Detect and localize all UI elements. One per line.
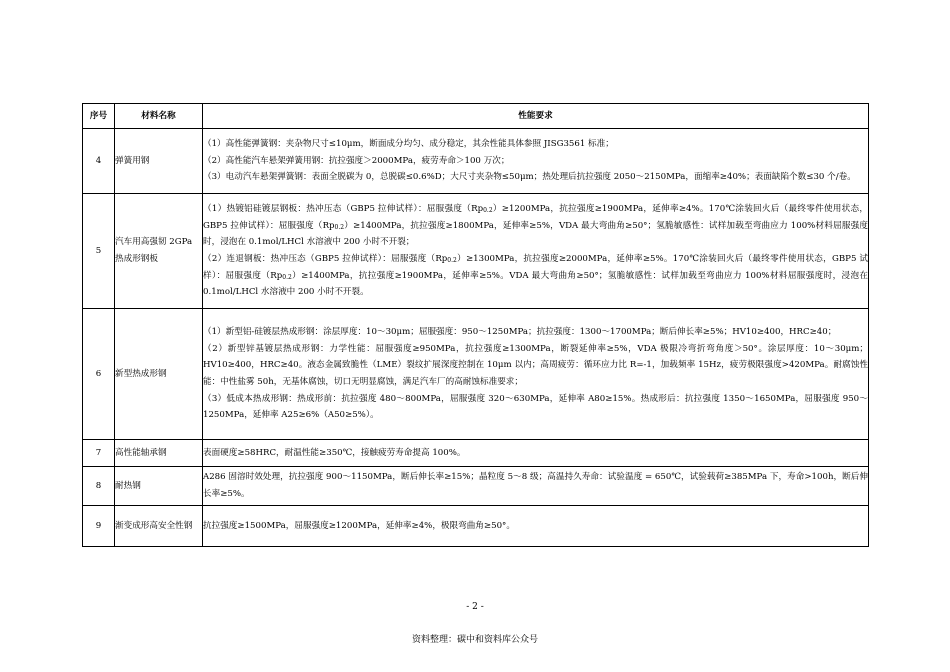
requirement-line: A286 固溶时效处理，抗拉强度 900～1150MPa，断后伸长率≥15%；晶粒度 5～8 级；高温持久寿命：试验温度 = 650℃，试验载荷≥385MPa 下，寿命>100h，断后伸长率≥5%。 [203, 472, 868, 499]
row-seq: 6 [83, 309, 115, 440]
requirement-line: 抗拉强度≥1500MPa，屈服强度≥1200MPa，延伸率≥4%，极限弯曲角≥50°。 [203, 520, 515, 531]
requirement-line: （3）低成本热成形钢：热成形前：抗拉强度 480～800MPa，屈服强度 320～630MPa，延伸率 A80≥15%。热成形后：抗拉强度 1350～1650MPa，屈服强度 950～1250MPa，延伸率 A25≥6%（A50≥5%）。 [203, 393, 868, 421]
page-number: - 2 - [466, 602, 484, 612]
row-requirements [203, 309, 869, 440]
table-row [83, 194, 869, 309]
table-row [83, 129, 869, 194]
requirement-line: （3）电动汽车悬架弹簧钢：表面全脱碳为 0，总脱碳≤0.6%D；大尺寸夹杂物≤50μm；热处理后抗拉强度 2050～2150MPa，面缩率≥40%；表面缺陷个数≤30 个/卷。 [203, 172, 856, 183]
footer-source-note: 资料整理：碳中和资料库公众号 [411, 635, 538, 645]
row-material-name: 高性能轴承钢 [115, 440, 203, 467]
table-row [83, 309, 869, 440]
row-material-name: 汽车用高强韧 2GPa 热成形钢板 [115, 194, 203, 309]
requirement-line: 表面硬度≥58HRC，耐温性能≥350℃，接触疲劳寿命提高 100%。 [203, 447, 466, 458]
row-material-name: 渐变成形高安全性钢 [115, 506, 203, 547]
requirement-line: （1）高性能弹簧钢：夹杂物尺寸≤10μm，断面成分均匀、成分稳定，其余性能具体参照 JISG3561 标准； [203, 139, 614, 150]
row-requirements [203, 440, 869, 467]
table-row [83, 440, 869, 467]
requirement-line: （2）高性能汽车悬架弹簧用钢：抗拉强度＞2000MPa，疲劳寿命＞100 万次； [203, 155, 510, 166]
performance-requirements-table [82, 103, 869, 547]
header-material-name: 材料名称 [115, 104, 203, 129]
subscript-text: 0.2 [282, 273, 292, 281]
table-row [83, 467, 869, 506]
row-requirements [203, 129, 869, 194]
row-seq: 4 [83, 129, 115, 194]
row-material-name: 弹簧用钢 [115, 129, 203, 194]
row-requirements [203, 194, 869, 309]
row-seq: 7 [83, 440, 115, 467]
requirement-line: （2）新型锌基镀层热成形钢：力学性能：屈服强度≥950MPa，抗拉强度≥1300MPa，断裂延伸率≥5%，VDA 极限冷弯折弯角度＞50°。涂层厚度：10～30μm；HV10≥400，HRC≥40。液态金属致脆性（LME）裂纹扩展深度控制在 10μm 以内；高周疲劳：循环应力比 R=-1，加载频率 15Hz，疲劳极限强度>420MPa。耐腐蚀性能：中性盐雾 50h，无基体腐蚀，切口无明显腐蚀，满足汽车厂的高耐蚀标准要求； [203, 343, 868, 387]
row-material-name: 耐热钢 [115, 467, 203, 506]
requirement-line: （2）连退钢板：热冲压态（GBP5 拉伸试样）：屈服强度$(Rp_{0.2})\ge 1300MPa$，抗拉强度≥2000MPa，延伸率≥5%。170℃涂装回火后（最终零件使用状态，GBP5 试样）：屈服强度$(Rp_{0.2})\ge 1400MPa$，抗拉强度≥1900MPa，延伸率≥5%。VDA 最大弯曲角≥50°；氢脆敏感性：试样加载至弯曲应力 100%材料屈服强度时，浸泡在 0.1mol/LHCl 水溶液中 200 小时不开裂。 [203, 254, 869, 298]
requirement-line: （1）热镀铝硅镀层钢板：热冲压态（GBP5 拉伸试样）：屈服强度$(Rp_{0.2})\ge 1200MPa$，抗拉强度≥1900MPa，延伸率≥4%。170℃涂装回火后（最终零件使用状态，GBP5 拉伸试样）：屈服强度$(Rp_{0.2})\ge 1400MPa$，抗拉强度≥1800MPa，延伸率≥5%，VDA 最大弯曲角≥50°；氢脆敏感性：试样加载至弯曲应力 100%材料屈服强度时，浸泡在 0.1mol/LHCl 水溶液中 200 小时不开裂； [203, 204, 868, 248]
row-requirements [203, 506, 869, 547]
row-seq: 8 [83, 467, 115, 506]
header-seq: 序号 [83, 104, 115, 129]
row-seq: 5 [83, 194, 115, 309]
row-requirements [203, 467, 869, 506]
table-row [83, 506, 869, 547]
subscript-text: 0.2 [483, 207, 493, 215]
requirement-line: （1）新型铝-硅镀层热成形钢：涂层厚度：10～30μm；屈服强度：950～1250MPa；抗拉强度：1300～1700MPa；断后伸长率≥5%；HV10≥400，HRC≥40； [203, 327, 837, 338]
row-seq: 9 [83, 506, 115, 547]
subscript-text: 0.2 [447, 257, 457, 264]
row-material-name: 新型热成形钢 [115, 309, 203, 440]
header-performance-requirements: 性能要求 [203, 104, 869, 129]
table-header-row [83, 104, 869, 129]
subscript-text: 0.2 [334, 223, 345, 231]
